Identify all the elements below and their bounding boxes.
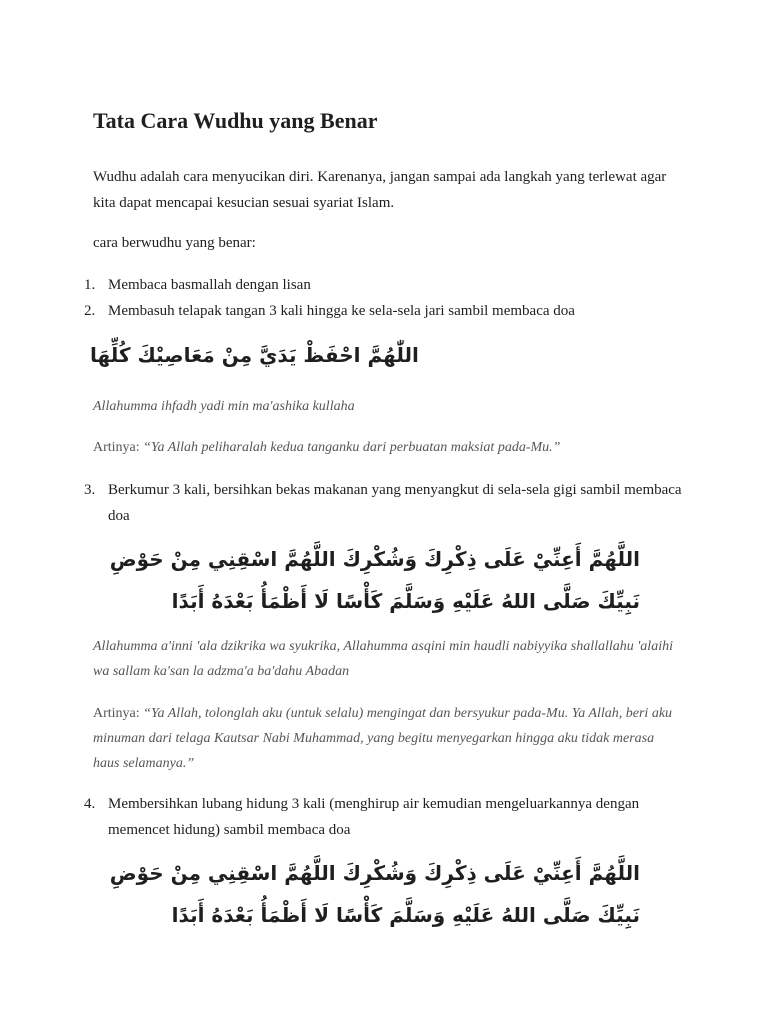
list-item bbox=[84, 298, 684, 324]
list-text: Membasuh telapak tangan 3 kali hingga ke sela-sela jari sambil membaca doa bbox=[108, 303, 575, 319]
meaning-text: “Ya Allah peliharalah kedua tanganku dari perbuatan maksiat pada-Mu.” bbox=[143, 440, 561, 455]
list-text: Membersihkan lubang hidung 3 kali (menghirup air kemudian mengeluarkannya dengan memencet hidung) sambil membaca doa bbox=[108, 796, 640, 838]
doa-latin-3: Allahumma a'inni 'ala dzikrika wa syukrika, Allahumma asqini min haudli nabiyyika shallallahu 'alaihi wa sallam ka'san la adzma'a ba'dahu Abadan bbox=[93, 639, 673, 679]
list-text: Membaca basmallah dengan lisan bbox=[108, 277, 311, 293]
doa-arabic-3: اللَّهُمَّ أَعِنِّيْ عَلَى ذِكْرِكَ وَشُكْرِكَ اللَّهُمَّ اسْقِنِي مِنْ حَوْضِ نَبِيِّكَ صَلَّى اللهُ عَلَيْهِ وَسَلَّمَ كَأْسًا لَا أَظْمَأُ بَعْدَهُ أَبَدًا bbox=[109, 547, 640, 613]
meaning-text: “Ya Allah, tolonglah aku (untuk selalu) mengingat dan bersyukur pada-Mu. Ya Allah, beri aku minuman dari telaga Kautsar Nabi Muhammad, yang begitu menyegarkan hingga aku tidak merasa haus selamanya.” bbox=[93, 706, 673, 771]
list-number: 3. bbox=[84, 482, 96, 498]
list-text: Berkumur 3 kali, bersihkan bekas makanan yang menyangkut di sela-sela gigi sambil membaca doa bbox=[108, 482, 682, 524]
doa-arabic-2: اللّٰهُمَّ احْفَظْ يَدَيَّ مِنْ مَعَاصِيْكَ كُلِّهَا bbox=[90, 343, 419, 367]
doa-meaning-3 bbox=[93, 701, 673, 776]
page-title: Tata Cara Wudhu yang Benar bbox=[93, 108, 378, 133]
steps-intro: cara berwudhu yang benar: bbox=[93, 235, 256, 251]
doa-meaning-2 bbox=[93, 435, 673, 460]
list-number: 1. bbox=[84, 277, 96, 293]
doa-arabic-4: اللَّهُمَّ أَعِنِّيْ عَلَى ذِكْرِكَ وَشُكْرِكَ اللَّهُمَّ اسْقِنِي مِنْ حَوْضِ نَبِيِّكَ صَلَّى اللهُ عَلَيْهِ وَسَلَّمَ كَأْسًا لَا أَظْمَأُ بَعْدَهُ أَبَدًا bbox=[109, 861, 640, 927]
list-number: 4. bbox=[84, 796, 96, 812]
meaning-label: Artinya: bbox=[93, 440, 144, 455]
list-item bbox=[84, 477, 684, 529]
doa-latin-2: Allahumma ihfadh yadi min ma'ashika kullaha bbox=[93, 399, 355, 414]
list-item bbox=[84, 791, 684, 843]
list-item bbox=[84, 272, 684, 298]
list-number: 2. bbox=[84, 303, 96, 319]
intro-paragraph: Wudhu adalah cara menyucikan diri. Karenanya, jangan sampai ada langkah yang terlewat agar kita dapat mencapai kesucian sesuai syariat Islam. bbox=[93, 169, 667, 211]
meaning-label: Artinya: bbox=[93, 706, 144, 721]
